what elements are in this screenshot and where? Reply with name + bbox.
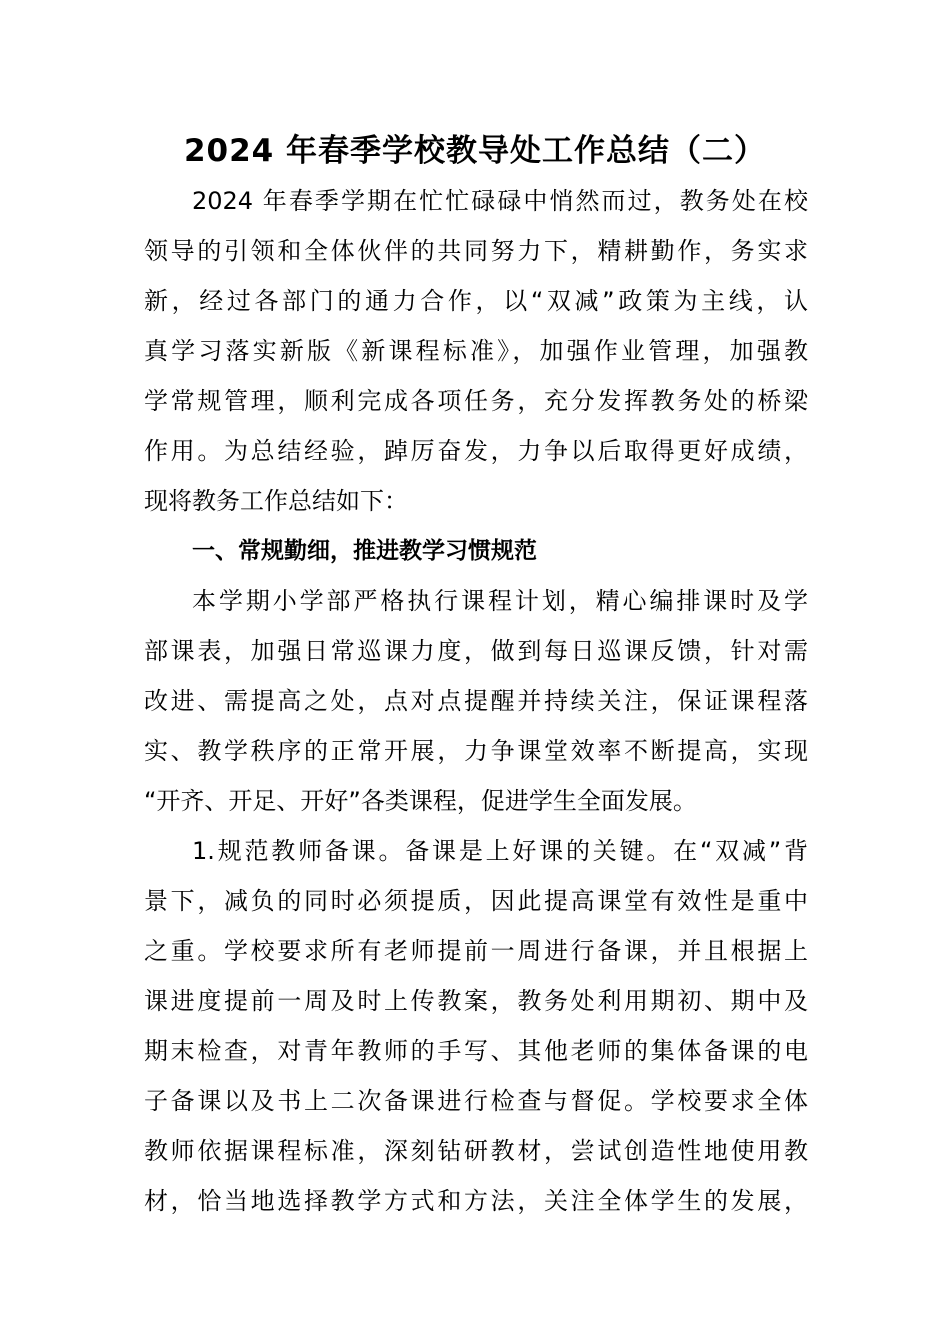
paragraph-item-line: 材，恰当地选择教学方式和方法，关注全体学生的发展， bbox=[144, 1187, 808, 1215]
paragraph-item-line: 教师依据课程标准，深刻钻研教材，尝试创造性地使用教 bbox=[144, 1137, 808, 1165]
paragraph-item-line: 期末检查，对青年教师的手写、其他老师的集体备课的电 bbox=[144, 1037, 808, 1065]
paragraph-item-line: 1.规范教师备课。备课是上好课的关键。在“双减”背 bbox=[192, 837, 808, 865]
paragraph-section-line: “开齐、开足、开好”各类课程，促进学生全面发展。 bbox=[144, 787, 697, 815]
paragraph-item-line: 景下，减负的同时必须提质，因此提高课堂有效性是重中 bbox=[144, 887, 808, 915]
section-heading: 一、常规勤细，推进教学习惯规范 bbox=[192, 538, 537, 564]
paragraph-item-line: 之重。学校要求所有老师提前一周进行备课，并且根据上 bbox=[144, 937, 808, 965]
paragraph-intro-line: 现将教务工作总结如下： bbox=[144, 487, 408, 515]
paragraph-item-line: 子备课以及书上二次备课进行检查与督促。学校要求全体 bbox=[144, 1087, 808, 1115]
document-body bbox=[144, 176, 808, 1226]
paragraph-item-line: 课进度提前一周及时上传教案，教务处利用期初、期中及 bbox=[144, 987, 808, 1015]
paragraph-section-line: 部课表，加强日常巡课力度，做到每日巡课反馈，针对需 bbox=[144, 637, 808, 665]
paragraph-section-line: 实、教学秩序的正常开展，力争课堂效率不断提高，实现 bbox=[144, 737, 808, 765]
document-title: 2024 年春季学校教导处工作总结（二） bbox=[183, 133, 767, 169]
paragraph-intro-line: 新，经过各部门的通力合作，以“双减”政策为主线，认 bbox=[144, 287, 808, 315]
paragraph-intro-line: 真学习落实新版《新课程标准》，加强作业管理，加强教 bbox=[144, 337, 808, 365]
paragraph-intro-line: 学常规管理，顺利完成各项任务，充分发挥教务处的桥梁 bbox=[144, 387, 808, 415]
paragraph-section-line: 本学期小学部严格执行课程计划，精心编排课时及学 bbox=[192, 587, 808, 615]
paragraph-section-line: 改进、需提高之处，点对点提醒并持续关注，保证课程落 bbox=[144, 687, 808, 715]
paragraph-intro-line: 作用。为总结经验，踔厉奋发，力争以后取得更好成绩， bbox=[144, 437, 808, 465]
paragraph-intro-line: 领导的引领和全体伙伴的共同努力下，精耕勤作，务实求 bbox=[144, 237, 808, 265]
paragraph-intro-line: 2024 年春季学期在忙忙碌碌中悄然而过，教务处在校 bbox=[192, 187, 808, 215]
